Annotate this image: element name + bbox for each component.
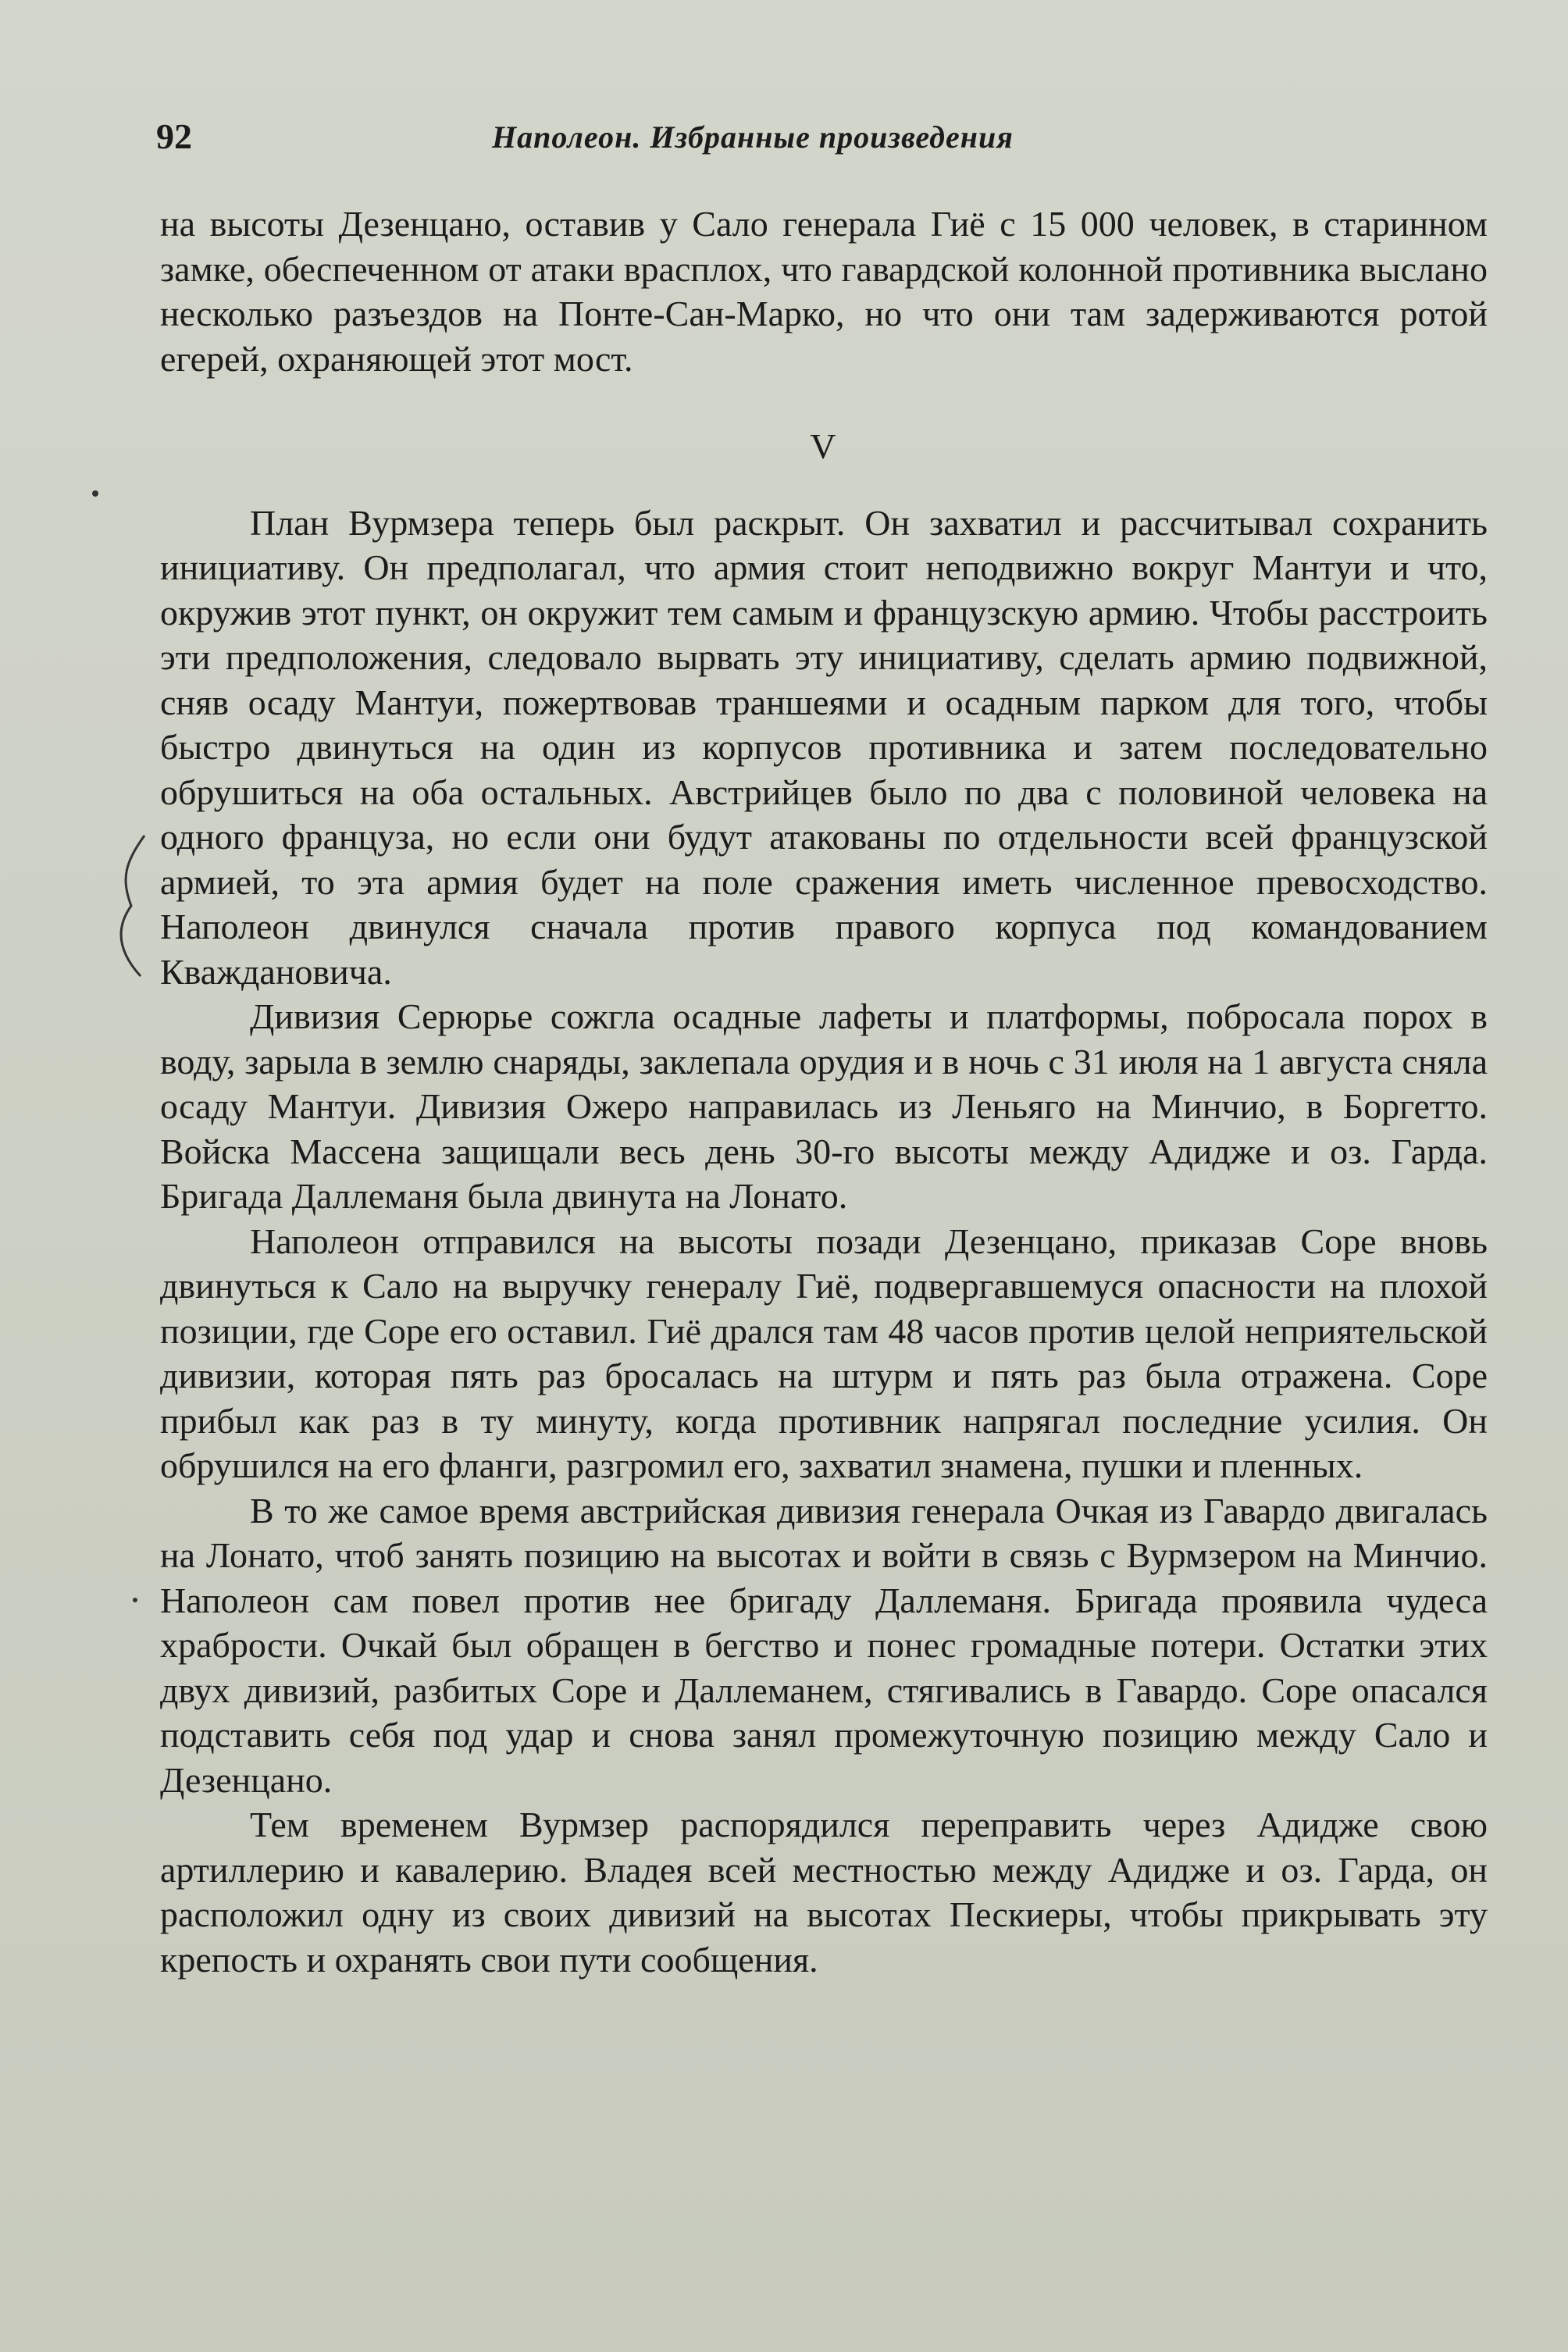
running-title: Наполеон. Избранные произведения xyxy=(492,119,1014,155)
section-heading: V xyxy=(810,426,838,466)
pencil-bracket-mark xyxy=(109,832,156,980)
margin-dot-mark xyxy=(133,1598,137,1602)
paragraph: В то же самое время австрийская дивизия генерала Очкая из Гавардо двигалась на Лонато, чтоб занять позицию на высотах и войти в связь с Вурмзером на Минчио. Наполеон сам повел против нее бригаду Даллеманя. Бригада проявила чудеса храбрости. Очкай был обращен в бегство и понес громадные потери. Остатки этих двух дивизий, разбитых Соре и Даллеманем, стягивались в Гавардо. Соре опасался подставить себя под удар и снова занял промежуточную позицию между Сало и Дезенцано. xyxy=(160,1490,1488,1800)
paragraph: Дивизия Серюрье сожгла осадные лафеты и платформы, побросала порох в воду, зарыла в землю снаряды, заклепала орудия и в ночь с 31 июля на 1 августа сняла осаду Мантуи. Дивизия Ожеро направилась из Леньяго на Минчио, в Боргетто. Войска Массена защищали весь день 30-го высоты между Адидже и оз. Гарда. Бригада Даллеманя была двинута на Лонато. xyxy=(160,996,1488,1216)
page-header xyxy=(156,116,1490,162)
margin-dot-mark xyxy=(92,490,98,497)
paragraph: План Вурмзера теперь был раскрыт. Он захватил и рассчитывал сохранить инициативу. Он предполагал, что армия стоит неподвижно вокруг Мантуи и что, окружив этот пункт, он окружит тем самым и французскую армию. Чтобы расстроить эти предположения, следовало вырвать эту инициативу, сделать армию подвижной, сняв осаду Мантуи, пожертвовав траншеями и осадным парком для того, чтобы быстро двинуться на один из корпусов противника и затем последовательно обрушиться на оба остальных. Австрийцев было по два с половиной человека на одного француза, но если они будут атакованы по отдельности всей французской армией, то эта армия будет на поле сражения иметь численное превосходство. Наполеон двинулся сначала против правого корпуса под командованием Кваждановича. xyxy=(160,502,1488,992)
page-number: 92 xyxy=(156,116,192,156)
paragraph-continued: на высоты Дезенцано, оставив у Сало генерала Гиё с 15 000 человек, в старинном замке, обеспеченном от атаки врасплох, что гавардской колонной противника выслано несколько разъездов на Понте-Сан-Марко, но что они там задерживаются ротой егерей, охраняющей этот мост. xyxy=(160,204,1488,379)
paragraph: Тем временем Вурмзер распорядился переправить через Адидже свою артиллерию и кавалерию. Владея всей местностью между Адидже и оз. Гарда, он расположил одну из своих дивизий на высотах Пескиеры, чтобы прикрывать эту крепость и охранять свои пути сообщения. xyxy=(160,1805,1488,1980)
body-text xyxy=(160,201,1488,1982)
paragraph: Наполеон отправился на высоты позади Дезенцано, приказав Соре вновь двинуться к Сало на выручку генералу Гиё, подвергавшемуся опасности на плохой позиции, где Соре его оставил. Гиё дрался там 48 часов против целой неприятельской дивизии, которая пять раз бросалась на штурм и пять раз была отражена. Соре прибыл как раз в ту минуту, когда противник напрягал последние усилия. Он обрушился на его фланги, разгромил его, захватил знамена, пушки и пленных. xyxy=(160,1221,1488,1485)
